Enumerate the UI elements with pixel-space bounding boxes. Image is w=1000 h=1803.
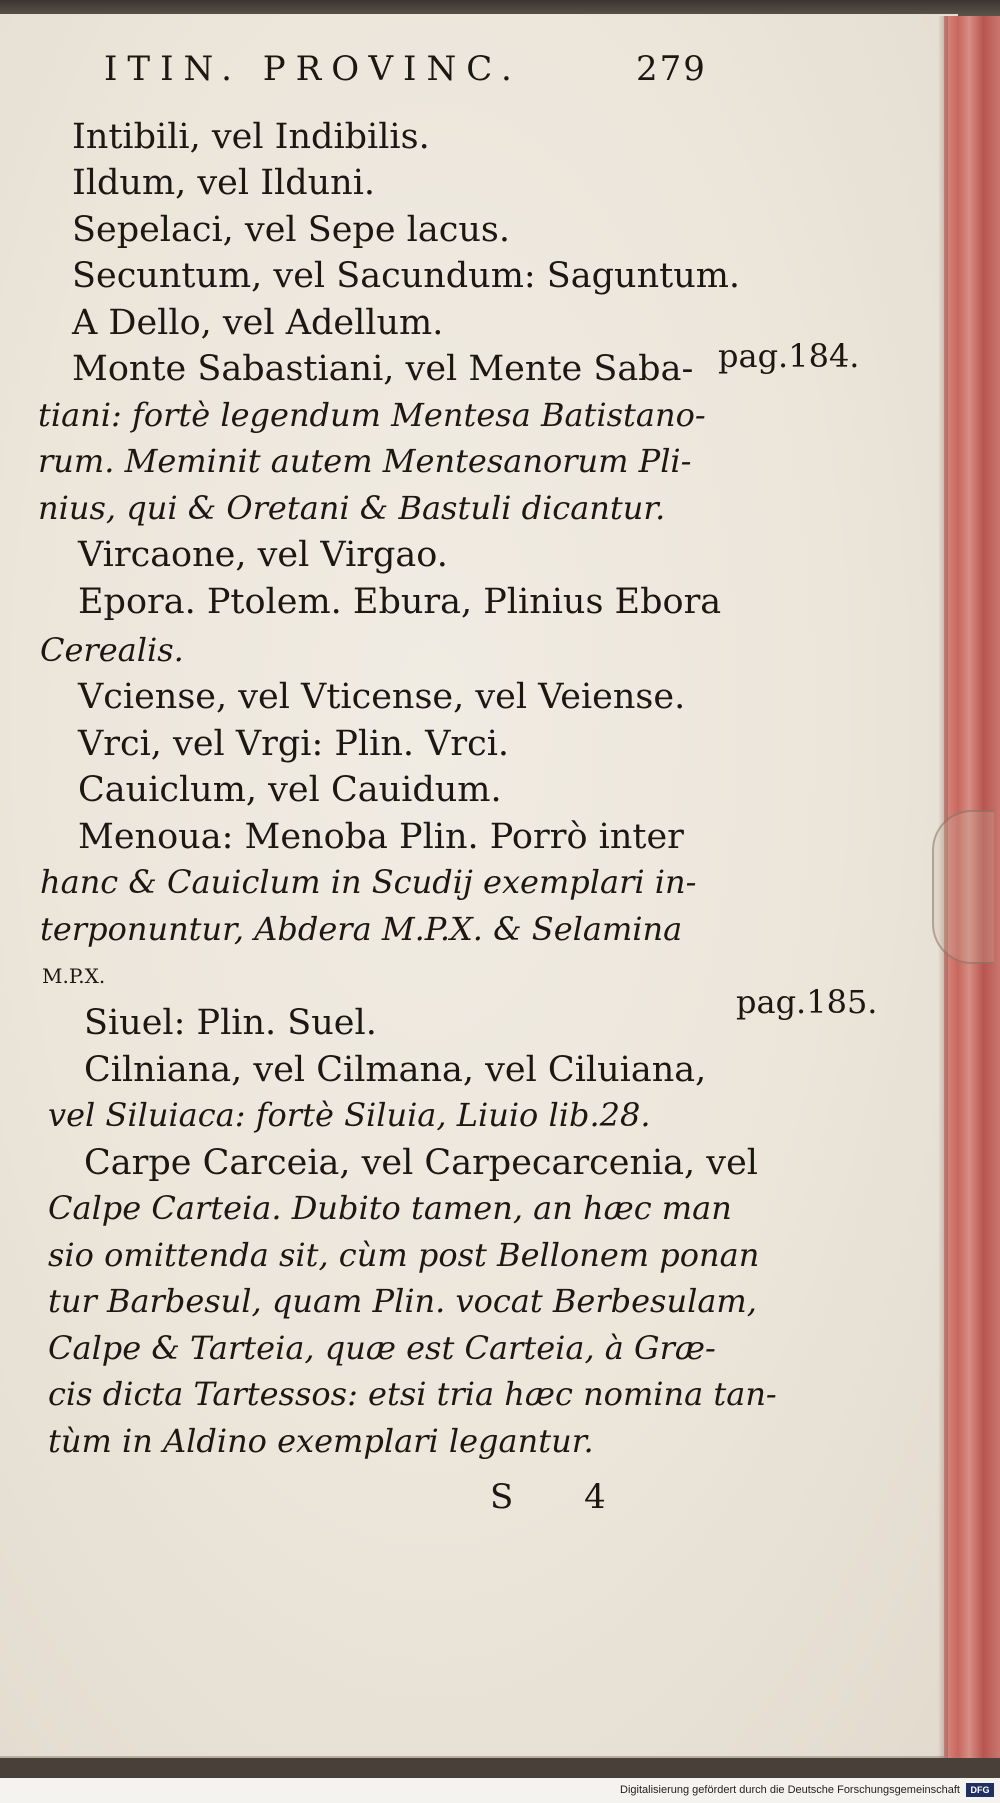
text-line-20: Siuel: Plin. Suel. [84,1003,377,1043]
page-number: 279 [636,49,707,89]
clasp-shadow [932,810,994,964]
dfg-logo: DFG [966,1783,994,1797]
text-line-7: tiani: fortè legendum Mentesa Batistano- [38,396,706,434]
signature-mark: S 4 [490,1477,636,1517]
text-line-12: Cerealis. [40,631,184,669]
digitization-credit: Digitalisierung gefördert durch die Deutsche Forschungsgemeinschaft [620,1784,960,1796]
margin-note-pag-185: pag.185. [736,983,878,1021]
text-line-17: hanc & Cauiclum in Scudij exemplari in- [40,863,697,901]
text-line-3: Sepelaci, vel Sepe lacus. [72,210,510,250]
text-line-23: Carpe Carceia, vel Carpecarcenia, vel [84,1143,758,1183]
text-line-18: terponuntur, Abdera M.P.X. & Selamina [40,910,683,948]
text-line-4: Secuntum, vel Sacundum: Saguntum. [72,256,741,296]
text-line-9: nius, qui & Oretani & Bastuli dicantur. [38,489,666,527]
text-line-19: M.P.X. [42,964,106,988]
running-head: ITIN. PROVINC. [104,49,522,89]
text-line-24: Calpe Carteia. Dubito tamen, an hæc man [48,1189,732,1227]
text-line-5: A Dello, vel Adellum. [72,303,444,343]
text-line-6: Monte Sabastiani, vel Mente Saba- [72,349,694,389]
text-line-13: Vciense, vel Vticense, vel Veiense. [78,677,686,717]
text-line-14: Vrci, vel Vrgi: Plin. Vrci. [78,724,510,764]
text-line-29: tùm in Aldino exemplari legantur. [48,1422,594,1460]
text-line-8: rum. Meminit autem Mentesanorum Pli- [38,442,692,480]
text-line-28: cis dicta Tartessos: etsi tria hæc nomina tan- [48,1375,777,1413]
text-line-27: Calpe & Tarteia, quæ est Carteia, à Græ- [48,1329,716,1367]
text-line-1: Intibili, vel Indibilis. [72,117,430,157]
book-bottom-edge [0,1758,1000,1778]
text-line-15: Cauiclum, vel Cauidum. [78,770,502,810]
text-line-22: vel Siluiaca: fortè Siluia, Liuio lib.28. [48,1096,651,1134]
margin-note-pag-184: pag.184. [718,337,860,375]
text-line-16: Menoua: Menoba Plin. Porrò inter [78,817,684,857]
text-line-11: Epora. Ptolem. Ebura, Plinius Ebora [78,582,722,622]
text-line-25: sio omittenda sit, cùm post Bellonem ponan [48,1236,760,1274]
text-line-10: Vircaone, vel Virgao. [78,535,448,575]
text-line-21: Cilniana, vel Cilmana, vel Ciluiana, [84,1050,707,1090]
text-line-2: Ildum, vel Ilduni. [72,163,376,203]
text-line-26: tur Barbesul, quam Plin. vocat Berbesulam, [48,1282,757,1320]
